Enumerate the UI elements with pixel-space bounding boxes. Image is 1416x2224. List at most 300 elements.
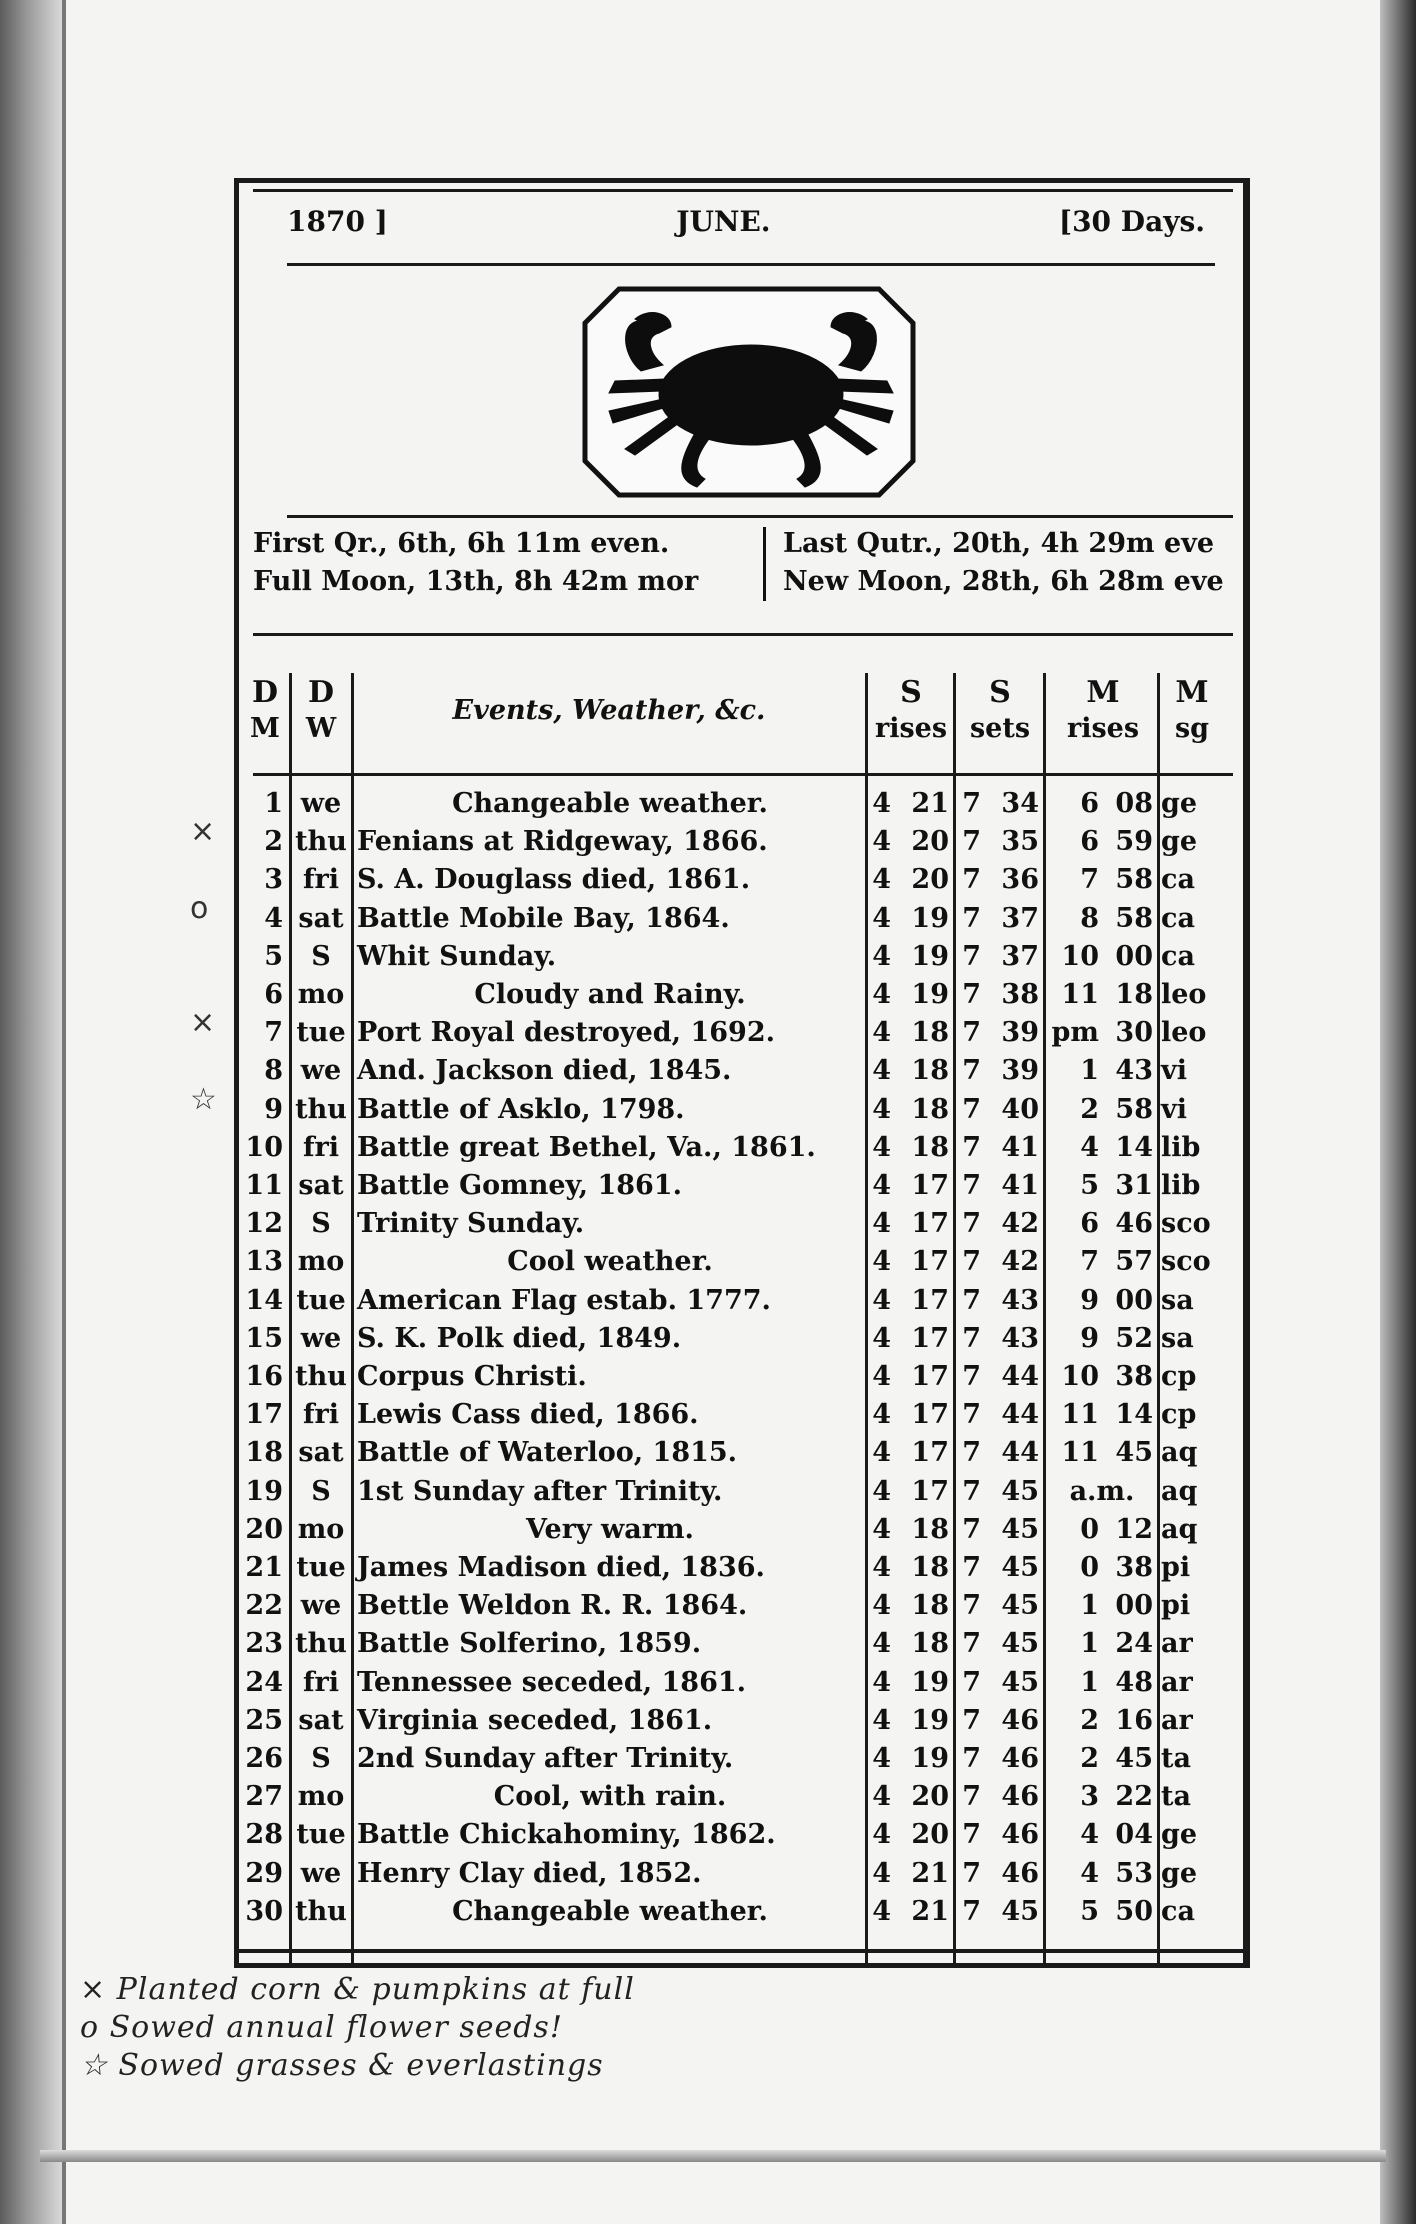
- day-of-week: we: [300, 788, 342, 819]
- moon-sign: ca: [1161, 902, 1195, 934]
- sun-set-minute: 45: [1001, 1590, 1039, 1622]
- sun-rise-hour: 4: [872, 1361, 891, 1392]
- moon-sign: pi: [1161, 1590, 1191, 1622]
- day-of-month: 16: [245, 1361, 283, 1392]
- sun-rise-hour: 4: [872, 1704, 891, 1736]
- top-rule: [253, 189, 1233, 192]
- moon-rise-minute: 38: [1115, 1361, 1153, 1392]
- event-text: Battle Gomney, 1861.: [357, 1170, 682, 1201]
- table-row: [239, 1549, 1239, 1587]
- margin-mark: ×: [190, 814, 216, 850]
- moon-rise-hour: 6: [1080, 788, 1099, 819]
- moon-rule-bottom: [253, 633, 1233, 636]
- moon-rise-minute: 04: [1115, 1819, 1153, 1851]
- moon-sign: aq: [1161, 1513, 1198, 1545]
- sun-rise-hour: 4: [872, 1055, 891, 1087]
- event-text: 1st Sunday after Trinity.: [357, 1475, 723, 1507]
- sun-set-minute: 45: [1001, 1895, 1039, 1927]
- event-text: Henry Clay died, 1852.: [357, 1857, 702, 1889]
- sun-rise-hour: 4: [872, 864, 891, 896]
- moon-rise-hour: 5: [1080, 1895, 1099, 1927]
- sun-rise-hour: 4: [872, 826, 891, 858]
- moon-rise-minute: 53: [1115, 1857, 1153, 1889]
- sun-set-minute: 34: [1001, 788, 1039, 819]
- moon-divider: [763, 527, 772, 601]
- event-text: Cool weather.: [507, 1246, 713, 1278]
- sun-rise-hour: 4: [872, 1093, 891, 1125]
- sun-set-minute: 37: [1001, 940, 1039, 972]
- moon-rise-hour: 0: [1080, 1513, 1099, 1545]
- moon-rise-minute: 00: [1115, 1590, 1153, 1622]
- header-rule: [287, 263, 1215, 266]
- moon-sign: ar: [1161, 1666, 1193, 1698]
- event-text: 2nd Sunday after Trinity.: [357, 1743, 734, 1774]
- sun-set-hour: 7: [962, 1513, 981, 1545]
- sun-set-minute: 39: [1001, 1017, 1039, 1049]
- moon-sign: ge: [1161, 826, 1198, 858]
- sun-set-hour: 7: [962, 1437, 981, 1469]
- sun-set-minute: 45: [1001, 1628, 1039, 1660]
- col-moon-rises-header: M rises: [1066, 675, 1140, 744]
- sun-rise-minute: 17: [911, 1284, 949, 1316]
- col-dw-header: D W: [305, 675, 337, 744]
- moon-rise-minute: 43: [1115, 1055, 1153, 1087]
- moon-rise-minute: 58: [1115, 1093, 1153, 1125]
- sun-set-minute: 42: [1001, 1208, 1039, 1240]
- table-row: [239, 1587, 1239, 1625]
- sun-rise-hour: 4: [872, 1208, 891, 1240]
- full-moon: Full Moon, 13th, 8h 42m mor: [253, 566, 699, 597]
- day-of-week: thu: [295, 1361, 347, 1392]
- sun-rise-hour: 4: [872, 1895, 891, 1927]
- day-of-month: 1: [264, 788, 283, 819]
- moon-rise-hour: 11: [1061, 979, 1099, 1010]
- event-text: Tennessee seceded, 1861.: [357, 1666, 747, 1698]
- sun-rise-hour: 4: [872, 1781, 891, 1813]
- sun-set-minute: 46: [1001, 1743, 1039, 1774]
- crab-icon: [579, 283, 919, 501]
- day-of-month: 2: [264, 826, 283, 858]
- sun-set-hour: 7: [962, 1017, 981, 1049]
- event-text: Cloudy and Rainy.: [474, 979, 746, 1010]
- day-of-month: 6: [264, 979, 283, 1010]
- table-row: [239, 938, 1239, 976]
- margin-mark: ×: [190, 1005, 216, 1041]
- sun-rise-hour: 4: [872, 1475, 891, 1507]
- moon-rise-hour: 4: [1080, 1131, 1099, 1163]
- day-of-week: we: [300, 1055, 342, 1087]
- day-of-week: thu: [295, 1628, 347, 1660]
- col-sun-rises-header: S rises: [874, 675, 948, 744]
- sun-rise-minute: 18: [911, 1552, 949, 1583]
- day-of-week: S: [311, 1475, 331, 1507]
- handwritten-note: o Sowed annual flower seeds!: [80, 2010, 563, 2045]
- day-of-month: 8: [264, 1055, 283, 1087]
- moon-rise-minute: 45: [1115, 1743, 1153, 1774]
- day-of-month: 10: [245, 1131, 283, 1163]
- moon-rise-minute: 48: [1115, 1666, 1153, 1698]
- almanac-frame: [234, 178, 1250, 1968]
- table-row: [239, 900, 1239, 938]
- moon-sign: ge: [1161, 1857, 1198, 1889]
- moon-sign: cp: [1161, 1361, 1197, 1392]
- sun-set-hour: 7: [962, 1628, 981, 1660]
- table-row: [239, 1396, 1239, 1434]
- sun-rise-hour: 4: [872, 1246, 891, 1278]
- day-of-week: thu: [295, 826, 347, 858]
- moon-rise-minute: 52: [1115, 1322, 1153, 1354]
- col-sun-sets-header: S sets: [969, 675, 1031, 744]
- moon-rise-minute: 14: [1115, 1131, 1153, 1163]
- table-row: [239, 1740, 1239, 1778]
- sun-rise-hour: 4: [872, 1552, 891, 1583]
- moon-sign: pi: [1161, 1552, 1191, 1583]
- moon-rise-hour: 7: [1080, 864, 1099, 896]
- day-of-week: fri: [302, 1399, 340, 1431]
- event-text: Battle Chickahominy, 1862.: [357, 1819, 776, 1851]
- table-row: [239, 1473, 1239, 1511]
- event-text: Corpus Christi.: [357, 1361, 587, 1392]
- moon-rise-hour: 9: [1080, 1322, 1099, 1354]
- sun-set-hour: 7: [962, 1475, 981, 1507]
- sun-rise-minute: 18: [911, 1093, 949, 1125]
- moon-sign: ge: [1161, 1819, 1198, 1851]
- day-of-month: 4: [264, 902, 283, 934]
- day-of-week: mo: [297, 1513, 345, 1545]
- day-of-week: fri: [302, 1131, 340, 1163]
- moon-sign: ar: [1161, 1704, 1193, 1736]
- sun-rise-minute: 20: [911, 864, 949, 896]
- sun-rise-hour: 4: [872, 1513, 891, 1545]
- table-row: [239, 823, 1239, 861]
- sun-rise-minute: 18: [911, 1017, 949, 1049]
- day-of-week: sat: [298, 1170, 344, 1201]
- sun-rise-minute: 18: [911, 1590, 949, 1622]
- day-of-week: mo: [297, 1246, 345, 1278]
- day-of-week: sat: [298, 1437, 344, 1469]
- moon-sign: vi: [1161, 1093, 1187, 1125]
- moon-sign: aq: [1161, 1437, 1198, 1469]
- moon-rise-minute: 24: [1115, 1628, 1153, 1660]
- day-of-month: 30: [245, 1895, 283, 1927]
- bottom-rule: [239, 1949, 1243, 1953]
- sun-rise-hour: 4: [872, 940, 891, 972]
- event-text: American Flag estab. 1777.: [357, 1284, 771, 1316]
- sun-set-hour: 7: [962, 826, 981, 858]
- sun-set-minute: 46: [1001, 1704, 1039, 1736]
- sun-rise-hour: 4: [872, 1590, 891, 1622]
- sun-set-minute: 45: [1001, 1666, 1039, 1698]
- day-of-month: 3: [264, 864, 283, 896]
- day-of-month: 24: [245, 1666, 283, 1698]
- sun-rise-minute: 17: [911, 1437, 949, 1469]
- moon-sign: sa: [1161, 1284, 1194, 1316]
- moon-rise-hour: 3: [1080, 1781, 1099, 1813]
- table-row: [239, 1625, 1239, 1663]
- table-row: [239, 1893, 1239, 1931]
- moon-sign: cp: [1161, 1399, 1197, 1431]
- sun-set-hour: 7: [962, 1131, 981, 1163]
- table-row: [239, 1129, 1239, 1167]
- handwritten-note: ☆ Sowed grasses & everlastings: [80, 2048, 604, 2083]
- sun-rise-hour: 4: [872, 902, 891, 934]
- day-of-month: 27: [245, 1781, 283, 1813]
- sun-rise-minute: 17: [911, 1475, 949, 1507]
- day-of-month: 29: [245, 1857, 283, 1889]
- moon-rise-hour: 1: [1080, 1666, 1099, 1698]
- page-shadow-right: [1380, 0, 1416, 2224]
- event-text: Changeable weather.: [452, 788, 768, 819]
- sun-set-minute: 45: [1001, 1513, 1039, 1545]
- sun-rise-minute: 17: [911, 1170, 949, 1201]
- moon-rise-hour: pm: [1051, 1017, 1099, 1049]
- sun-set-minute: 46: [1001, 1781, 1039, 1813]
- margin-mark: ☆: [190, 1081, 217, 1117]
- day-of-week: S: [311, 1208, 331, 1240]
- sun-rise-minute: 21: [911, 1895, 949, 1927]
- moon-rise-hour: 5: [1080, 1170, 1099, 1201]
- sun-rise-hour: 4: [872, 979, 891, 1010]
- table-header-rule: [253, 773, 1233, 776]
- moon-rule-top: [287, 515, 1233, 518]
- page-shadow-left: [0, 0, 62, 2224]
- moon-rise-hour: 11: [1061, 1399, 1099, 1431]
- event-text: James Madison died, 1836.: [357, 1552, 765, 1583]
- moon-sign: lib: [1161, 1170, 1201, 1201]
- sun-set-hour: 7: [962, 1284, 981, 1316]
- moon-sign: sco: [1161, 1208, 1211, 1240]
- sun-rise-minute: 17: [911, 1399, 949, 1431]
- sun-set-hour: 7: [962, 1666, 981, 1698]
- moon-rise-hour: 6: [1080, 826, 1099, 858]
- moon-rise-hour: 8: [1080, 902, 1099, 934]
- moon-rise-hour: 0: [1080, 1552, 1099, 1583]
- day-of-month: 23: [245, 1628, 283, 1660]
- sun-rise-hour: 4: [872, 1170, 891, 1201]
- moon-rise-minute: 45: [1115, 1437, 1153, 1469]
- moon-sign: sa: [1161, 1322, 1194, 1354]
- table-row: [239, 1014, 1239, 1052]
- moon-rise-minute: 00: [1115, 940, 1153, 972]
- moon-rise-hour: 1: [1080, 1628, 1099, 1660]
- moon-rise-hour: 2: [1080, 1093, 1099, 1125]
- sun-set-minute: 43: [1001, 1322, 1039, 1354]
- moon-sign: ca: [1161, 864, 1195, 896]
- table-row: [239, 1167, 1239, 1205]
- day-of-month: 17: [245, 1399, 283, 1431]
- day-of-month: 28: [245, 1819, 283, 1851]
- moon-rise-minute: 16: [1115, 1704, 1153, 1736]
- moon-sign: lib: [1161, 1131, 1201, 1163]
- day-of-month: 19: [245, 1475, 283, 1507]
- event-text: Virginia seceded, 1861.: [357, 1704, 713, 1736]
- sun-set-minute: 36: [1001, 864, 1039, 896]
- sun-set-hour: 7: [962, 1590, 981, 1622]
- table-row: [239, 1243, 1239, 1281]
- event-text: Lewis Cass died, 1866.: [357, 1399, 699, 1431]
- header-month: JUNE.: [676, 204, 771, 238]
- sun-set-minute: 43: [1001, 1284, 1039, 1316]
- sun-rise-minute: 18: [911, 1628, 949, 1660]
- event-text: Battle great Bethel, Va., 1861.: [357, 1131, 816, 1163]
- sun-set-hour: 7: [962, 1208, 981, 1240]
- day-of-month: 18: [245, 1437, 283, 1469]
- day-of-month: 13: [245, 1246, 283, 1278]
- moon-rise-minute: 57: [1115, 1246, 1153, 1278]
- table-row: [239, 1702, 1239, 1740]
- table-row: [239, 1816, 1239, 1854]
- sun-set-minute: 40: [1001, 1093, 1039, 1125]
- sun-rise-minute: 19: [911, 1704, 949, 1736]
- sun-rise-hour: 4: [872, 1666, 891, 1698]
- day-of-week: we: [300, 1322, 342, 1354]
- day-of-month: 15: [245, 1322, 283, 1354]
- sun-set-minute: 46: [1001, 1857, 1039, 1889]
- event-text: Trinity Sunday.: [357, 1208, 585, 1240]
- table-row: [239, 1358, 1239, 1396]
- sun-set-minute: 44: [1001, 1361, 1039, 1392]
- day-of-week: S: [311, 940, 331, 972]
- sun-rise-hour: 4: [872, 1628, 891, 1660]
- moon-rise-minute: 58: [1115, 864, 1153, 896]
- moon-sign: sco: [1161, 1246, 1211, 1278]
- sun-set-hour: 7: [962, 1819, 981, 1851]
- sun-set-minute: 42: [1001, 1246, 1039, 1278]
- moon-rise-minute: 00: [1115, 1284, 1153, 1316]
- day-of-month: 7: [264, 1017, 283, 1049]
- event-text: S. K. Polk died, 1849.: [357, 1322, 682, 1354]
- sun-rise-minute: 17: [911, 1361, 949, 1392]
- sun-set-hour: 7: [962, 1895, 981, 1927]
- moon-rise-minute: 38: [1115, 1552, 1153, 1583]
- moon-rise-minute: 58: [1115, 902, 1153, 934]
- event-text: Battle of Asklo, 1798.: [357, 1093, 685, 1125]
- day-of-month: 12: [245, 1208, 283, 1240]
- moon-rise-hour: 2: [1080, 1743, 1099, 1774]
- moon-sign: ta: [1161, 1743, 1191, 1774]
- moon-rise-hour: 1: [1080, 1055, 1099, 1087]
- event-text: Battle Solferino, 1859.: [357, 1628, 702, 1660]
- sun-rise-minute: 19: [911, 902, 949, 934]
- moon-rise-minute: 18: [1115, 979, 1153, 1010]
- table-row: [239, 1434, 1239, 1472]
- header-days: [30 Days.: [1058, 204, 1205, 238]
- table-row: [239, 1511, 1239, 1549]
- table-row: [239, 785, 1239, 823]
- moon-rise-minute: 12: [1115, 1513, 1153, 1545]
- col-moon-sign-header: M sg: [1174, 675, 1210, 744]
- sun-set-hour: 7: [962, 788, 981, 819]
- day-of-week: we: [300, 1590, 342, 1622]
- moon-rise-time: a.m.: [1069, 1475, 1135, 1507]
- day-of-week: fri: [302, 1666, 340, 1698]
- sun-set-hour: 7: [962, 1170, 981, 1201]
- table-row: [239, 861, 1239, 899]
- day-of-month: 26: [245, 1743, 283, 1774]
- margin-mark: o: [190, 890, 209, 926]
- sun-rise-minute: 21: [911, 788, 949, 819]
- sun-rise-hour: 4: [872, 1437, 891, 1469]
- moon-sign: ar: [1161, 1628, 1193, 1660]
- table-row: [239, 1205, 1239, 1243]
- sun-set-hour: 7: [962, 1093, 981, 1125]
- moon-rise-minute: 22: [1115, 1781, 1153, 1813]
- page-header: [287, 203, 1205, 239]
- sun-set-hour: 7: [962, 902, 981, 934]
- event-text: Whit Sunday.: [357, 940, 557, 972]
- day-of-week: sat: [298, 1704, 344, 1736]
- table-row: [239, 1052, 1239, 1090]
- moon-sign: leo: [1161, 1017, 1207, 1049]
- sun-rise-minute: 21: [911, 1857, 949, 1889]
- sun-set-minute: 41: [1001, 1131, 1039, 1163]
- table-row: [239, 1664, 1239, 1702]
- moon-rise-hour: 1: [1080, 1590, 1099, 1622]
- day-of-month: 22: [245, 1590, 283, 1622]
- sun-rise-minute: 17: [911, 1322, 949, 1354]
- sun-rise-minute: 19: [911, 940, 949, 972]
- moon-rise-minute: 50: [1115, 1895, 1153, 1927]
- sun-rise-hour: 4: [872, 1284, 891, 1316]
- moon-sign: ge: [1161, 788, 1198, 819]
- event-text: And. Jackson died, 1845.: [357, 1055, 732, 1087]
- col-events-header: Events, Weather, &c.: [452, 695, 766, 726]
- sun-rise-hour: 4: [872, 1322, 891, 1354]
- moon-rise-hour: 10: [1061, 940, 1099, 972]
- sun-set-hour: 7: [962, 1857, 981, 1889]
- moon-rise-hour: 11: [1061, 1437, 1099, 1469]
- moon-rise-hour: 2: [1080, 1704, 1099, 1736]
- moon-rise-minute: 30: [1115, 1017, 1153, 1049]
- table-row: [239, 1778, 1239, 1816]
- moon-sign: ca: [1161, 940, 1195, 972]
- sun-rise-minute: 20: [911, 1819, 949, 1851]
- moon-phases: [253, 525, 1233, 605]
- sun-rise-hour: 4: [872, 1399, 891, 1431]
- sun-set-minute: 39: [1001, 1055, 1039, 1087]
- sun-set-hour: 7: [962, 1704, 981, 1736]
- event-text: Battle of Waterloo, 1815.: [357, 1437, 738, 1469]
- day-of-month: 20: [245, 1513, 283, 1545]
- moon-rise-hour: 7: [1080, 1246, 1099, 1278]
- table-row: [239, 976, 1239, 1014]
- handwritten-note: × Planted corn & pumpkins at full: [80, 1972, 635, 2007]
- moon-rise-minute: 08: [1115, 788, 1153, 819]
- moon-rise-minute: 31: [1115, 1170, 1153, 1201]
- event-text: Changeable weather.: [452, 1895, 768, 1927]
- day-of-week: fri: [302, 864, 340, 896]
- sun-set-hour: 7: [962, 1743, 981, 1774]
- day-of-week: we: [300, 1857, 342, 1889]
- page-bottom-edge: [40, 2150, 1386, 2162]
- sun-rise-minute: 18: [911, 1055, 949, 1087]
- sun-set-hour: 7: [962, 1781, 981, 1813]
- sun-rise-hour: 4: [872, 788, 891, 819]
- day-of-week: tue: [296, 1284, 346, 1316]
- sun-set-minute: 44: [1001, 1399, 1039, 1431]
- moon-rise-hour: 4: [1080, 1857, 1099, 1889]
- event-text: S. A. Douglass died, 1861.: [357, 864, 751, 896]
- sun-set-minute: 41: [1001, 1170, 1039, 1201]
- page-edge: [62, 0, 66, 2224]
- event-text: Fenians at Ridgeway, 1866.: [357, 826, 768, 858]
- sun-set-hour: 7: [962, 1055, 981, 1087]
- sun-set-minute: 44: [1001, 1437, 1039, 1469]
- moon-sign: vi: [1161, 1055, 1187, 1087]
- day-of-week: tue: [296, 1017, 346, 1049]
- day-of-week: mo: [297, 1781, 345, 1813]
- sun-set-hour: 7: [962, 1399, 981, 1431]
